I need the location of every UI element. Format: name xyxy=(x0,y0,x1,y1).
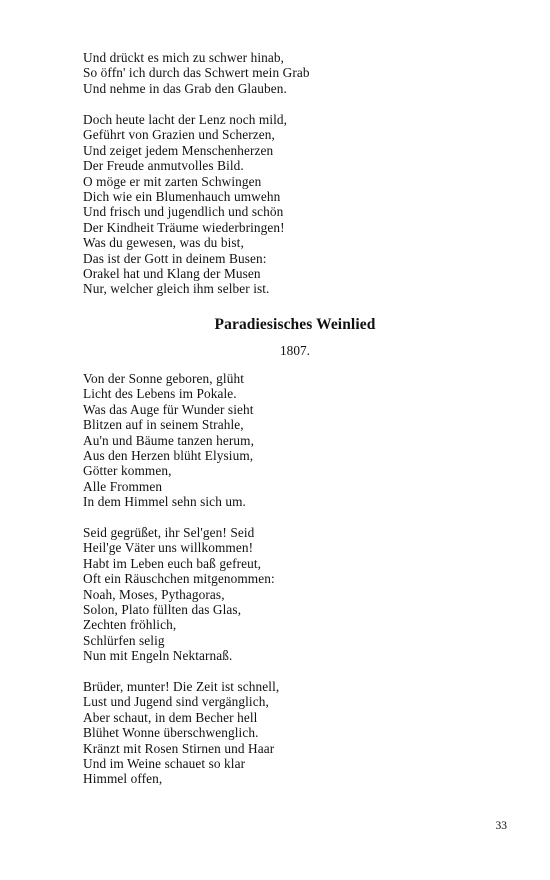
verse-line: Heil'ge Väter uns willkommen! xyxy=(83,540,254,556)
stanza-continued-2 xyxy=(83,112,287,297)
verse-line: Schlürfen selig xyxy=(83,632,165,648)
verse-line: In dem Himmel sehn sich um. xyxy=(83,494,246,510)
stanza-continued-1 xyxy=(83,50,310,96)
verse-line: Brüder, munter! Die Zeit ist schnell, xyxy=(83,679,280,694)
verse-line: Licht des Lebens im Pokale. xyxy=(83,386,237,402)
verse-line: Doch heute lacht der Lenz noch mild, xyxy=(83,112,288,127)
verse-line: Nur, welcher gleich ihm selber ist. xyxy=(83,281,270,297)
verse-line: Seid gegrüßet, ihr Sel'gen! Seid xyxy=(83,525,255,540)
verse-line: Und im Weine schauet so klar xyxy=(83,756,246,772)
verse-line: Und frisch und jugendlich und schön xyxy=(83,204,284,220)
verse-line: So öffn' ich durch das Schwert mein Grab xyxy=(83,65,310,81)
verse-line: Blitzen auf in seinem Strahle, xyxy=(83,417,244,433)
verse-line: Aber schaut, in dem Becher hell xyxy=(83,709,258,725)
verse-line: Was das Auge für Wunder sieht xyxy=(83,401,254,417)
verse-line: Und zeiget jedem Menschenherzen xyxy=(83,142,274,158)
verse-line: Und drückt es mich zu schwer hinab, xyxy=(83,50,285,65)
verse-line: Habt im Leben euch baß gefreut, xyxy=(83,555,262,571)
verse-line: Himmel offen, xyxy=(83,771,163,787)
poem-stanza-3 xyxy=(83,679,279,787)
verse-line: Geführt von Grazien und Scherzen, xyxy=(83,127,275,143)
verse-line: Götter kommen, xyxy=(83,463,172,479)
verse-line: Was du gewesen, was du bist, xyxy=(83,235,244,251)
verse-line: Von der Sonne geboren, glüht xyxy=(83,371,244,386)
verse-line: Das ist der Gott in deinem Busen: xyxy=(83,250,267,266)
poem-title: Paradiesisches Weinlied xyxy=(214,316,376,333)
verse-line: Oft ein Räuschchen mitgenommen: xyxy=(83,571,275,587)
verse-line: Dich wie ein Blumenhauch umwehn xyxy=(83,189,281,205)
verse-line: Zechten fröhlich, xyxy=(83,617,177,633)
verse-line: Lust und Jugend sind vergänglich, xyxy=(83,694,269,710)
verse-line: Der Kindheit Träume wiederbringen! xyxy=(83,219,285,235)
verse-line: Orakel hat und Klang der Musen xyxy=(83,266,261,282)
verse-line: Aus den Herzen blüht Elysium, xyxy=(83,448,254,464)
verse-line: Kränzt mit Rosen Stirnen und Haar xyxy=(83,740,275,756)
verse-line: Noah, Moses, Pythagoras, xyxy=(83,586,225,602)
verse-line: Und nehme in das Grab den Glauben. xyxy=(83,80,287,96)
verse-line: Solon, Plato füllten das Glas, xyxy=(83,602,242,618)
verse-line: Blühet Wonne überschwenglich. xyxy=(83,725,259,741)
verse-line: Nun mit Engeln Nektarnaß. xyxy=(83,648,233,664)
verse-line: Der Freude anmutvolles Bild. xyxy=(83,158,244,174)
verse-line: Au'n und Bäume tanzen herum, xyxy=(83,432,254,448)
page-number: 33 xyxy=(495,820,507,832)
poem-stanza-1 xyxy=(83,371,254,510)
verse-line: O möge er mit zarten Schwingen xyxy=(83,173,262,189)
poem-stanza-2 xyxy=(83,525,275,664)
verse-line: Alle Frommen xyxy=(83,478,163,494)
poem-year: 1807. xyxy=(280,343,310,358)
